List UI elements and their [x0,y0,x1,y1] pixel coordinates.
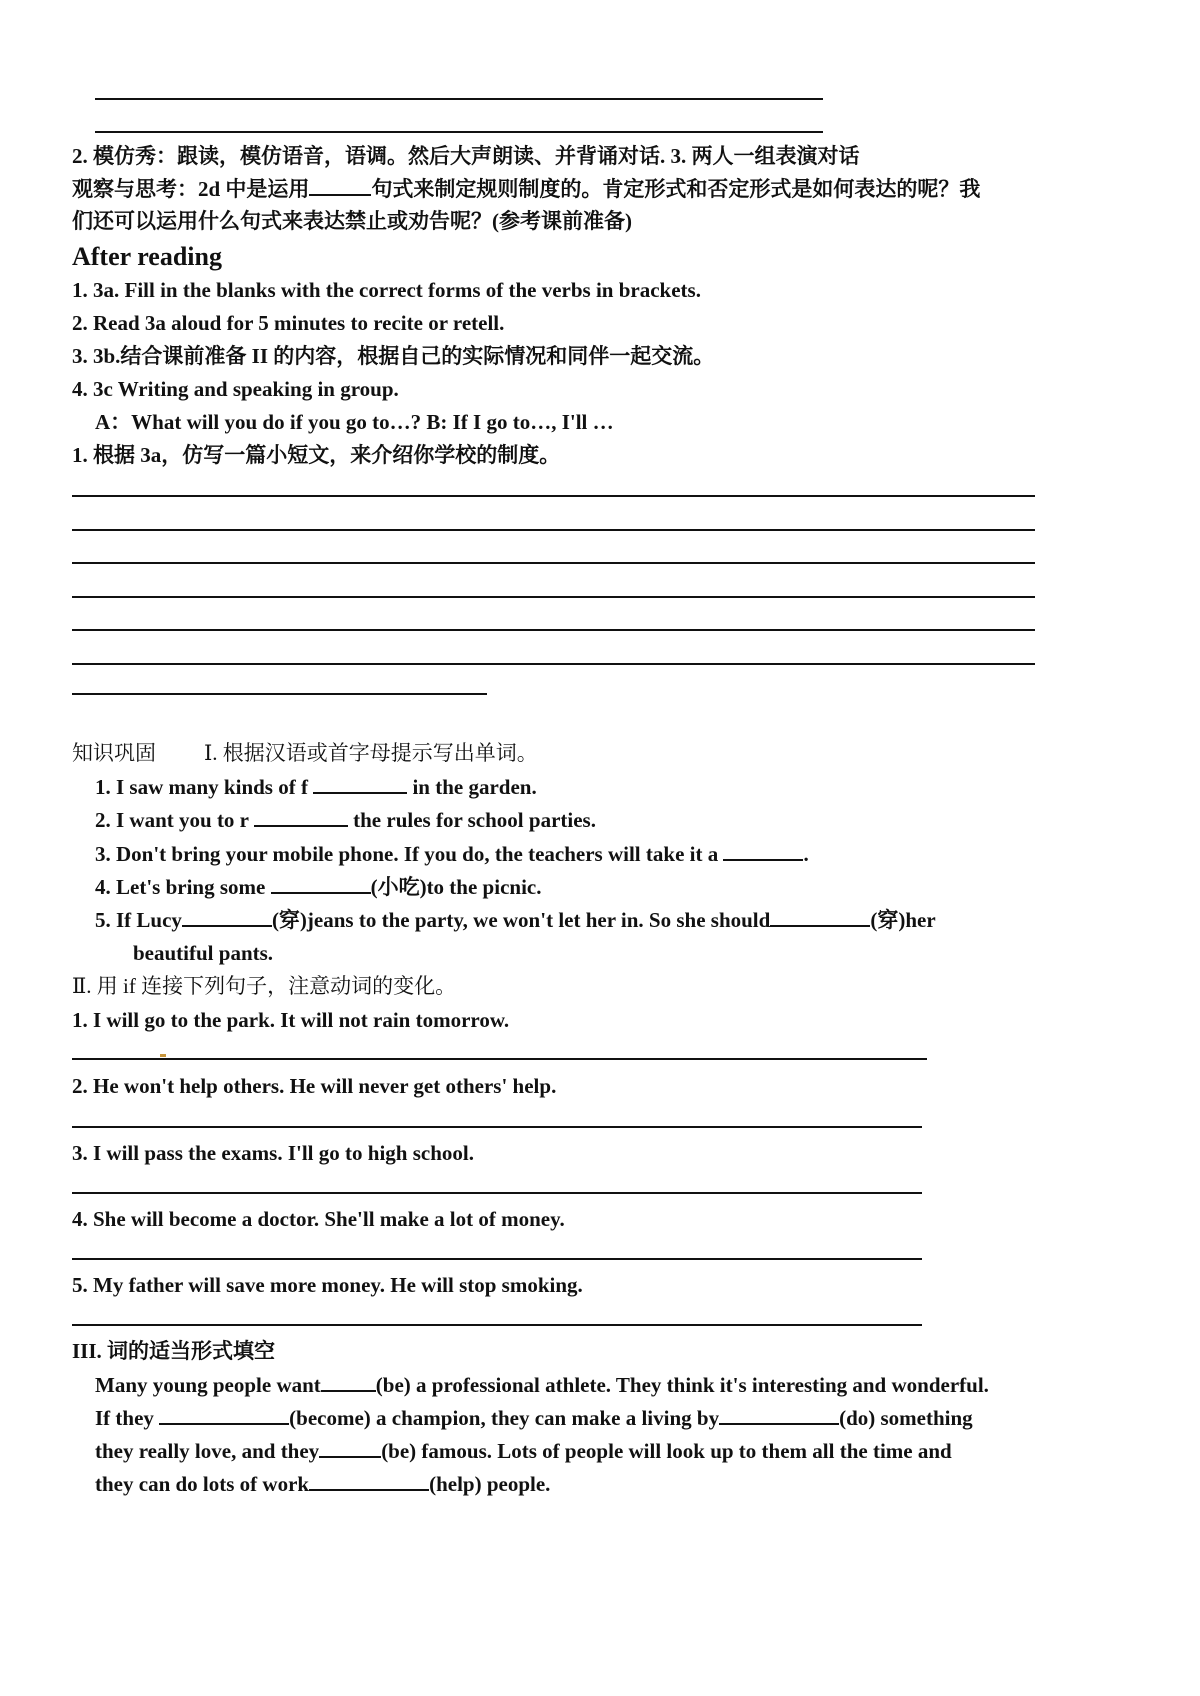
after-reading-item-3: 3. 3b.结合课前准备 II 的内容，根据自己的实际情况和同伴一起交流。 [72,344,715,368]
answer-line[interactable] [95,98,823,100]
writing-line[interactable] [72,596,1035,598]
passage-line-4: they can do lots of work (help) people. [95,1472,551,1496]
answer-line[interactable] [72,1058,927,1060]
writing-line[interactable] [72,663,1035,665]
writing-line[interactable] [72,529,1035,531]
question-2: 2. I want you to r the rules for school parties. [95,808,596,832]
blank-input[interactable] [770,907,870,927]
if-sentence-4: 4. She will become a doctor. She'll make a lot of money. [72,1207,565,1231]
consolidation-title: 知识巩固 Ⅰ. 根据汉语或首字母提示写出单词。 [72,741,538,765]
answer-line[interactable] [72,1192,922,1194]
writing-task: 1. 根据 3a，仿写一篇小短文，来介绍你学校的制度。 [72,443,561,467]
writing-line[interactable] [72,562,1035,564]
after-reading-item-1: 1. 3a. Fill in the blanks with the correct forms of the verbs in brackets. [72,278,701,302]
if-sentence-2: 2. He won't help others. He will never get others' help. [72,1074,557,1098]
observe-think-line-2: 们还可以运用什么句式来表达禁止或劝告呢？(参考课前准备) [72,209,632,233]
question-4: 4. Let's bring some (小吃)to the picnic. [95,875,542,899]
passage-line-1: Many young people want (be) a professional athlete. They think it's interesting and wonderful. [95,1373,989,1397]
blank-input[interactable] [321,1372,376,1392]
imitation-instruction: 2. 模仿秀：跟读，模仿语音，语调。然后大声朗读、并背诵对话. 3. 两人一组表演对话 [72,144,860,168]
answer-line[interactable] [95,131,823,133]
blank-input[interactable] [254,807,348,827]
blank-input[interactable] [313,774,407,794]
blank-input[interactable] [723,841,803,861]
blank-input[interactable] [719,1405,839,1425]
after-reading-item-2: 2. Read 3a aloud for 5 minutes to recite or retell. [72,311,505,335]
observe-think-line-1: 观察与思考：2d 中是运用 句式来制定规则制度的。肯定形式和否定形式是如何表达的呢？我 [72,177,981,201]
question-5: 5. If Lucy (穿)jeans to the party, we won't let her in. So she should (穿)her [95,908,936,932]
section-2-title: Ⅱ. 用 if 连接下列句子，注意动词的变化。 [72,974,457,998]
if-sentence-5: 5. My father will save more money. He will stop smoking. [72,1273,583,1297]
question-1: 1. I saw many kinds of f in the garden. [95,775,537,799]
writing-line[interactable] [72,693,487,695]
answer-line[interactable] [72,1324,922,1326]
if-sentence-1: 1. I will go to the park. It will not rain tomorrow. [72,1008,510,1032]
dialog-pattern: A：What will you do if you go to…? B: If I go to…, I'll … [95,410,614,434]
blank-input[interactable] [271,874,371,894]
blank-input[interactable] [309,1471,429,1491]
section-3-title: III. 词的适当形式填空 [72,1339,276,1363]
answer-line[interactable] [72,1126,922,1128]
answer-line[interactable] [72,1258,922,1260]
writing-line[interactable] [72,495,1035,497]
writing-line[interactable] [72,629,1035,631]
blank-input[interactable] [319,1438,381,1458]
blank-input[interactable] [309,176,371,196]
question-5-continued: beautiful pants. [133,941,274,965]
after-reading-item-4: 4. 3c Writing and speaking in group. [72,377,399,401]
blank-input[interactable] [159,1405,289,1425]
blank-input[interactable] [182,907,272,927]
passage-line-3: they really love, and they (be) famous. Lots of people will look up to them all the time and [95,1439,952,1463]
if-sentence-3: 3. I will pass the exams. I'll go to high school. [72,1141,474,1165]
stray-mark [160,1054,166,1057]
question-3: 3. Don't bring your mobile phone. If you do, the teachers will take it a . [95,842,809,866]
after-reading-heading: After reading [72,242,222,271]
passage-line-2: If they (become) a champion, they can make a living by (do) something [95,1406,973,1430]
